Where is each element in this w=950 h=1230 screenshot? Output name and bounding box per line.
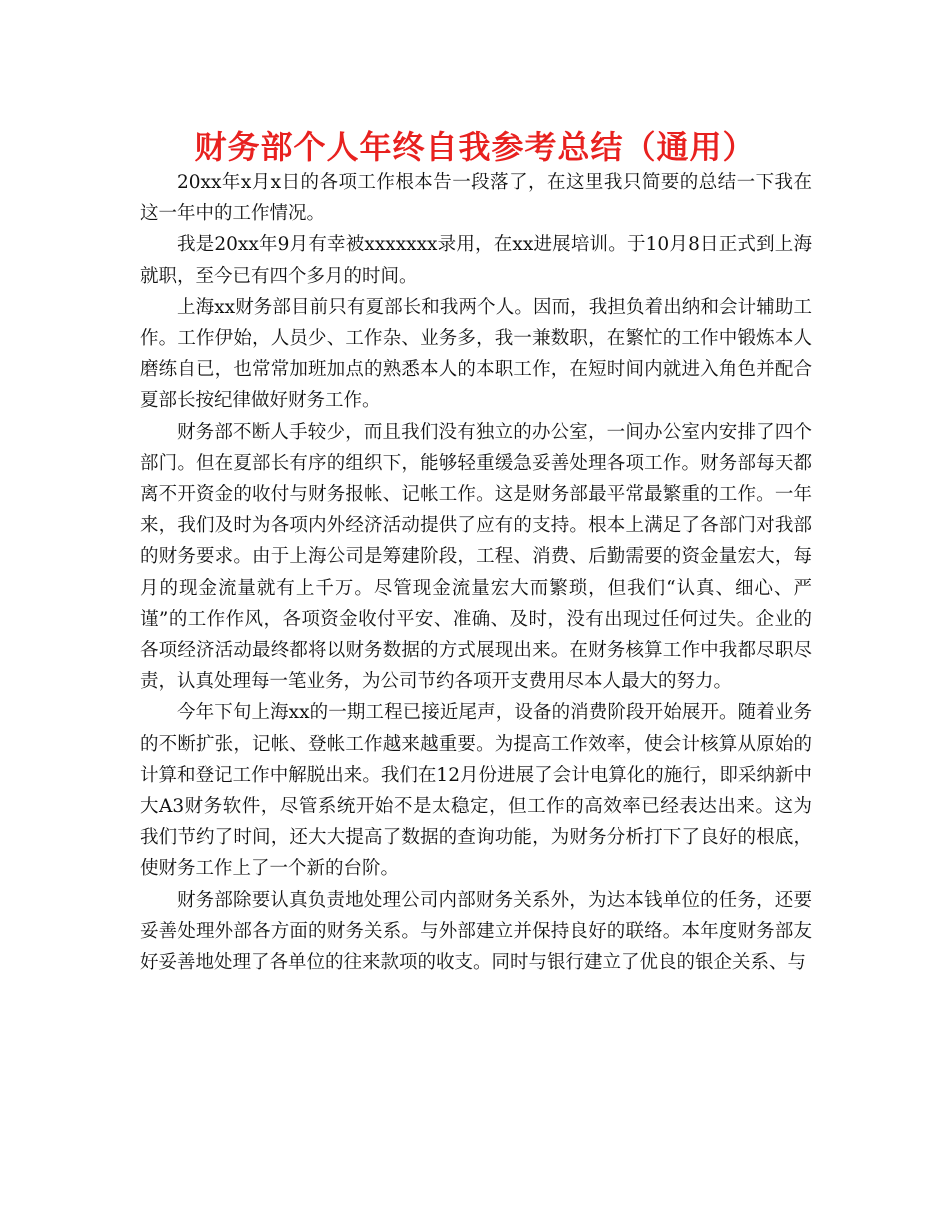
document-title: 财务部个人年终自我参考总结（通用） <box>194 128 756 166</box>
paragraph: 20xx年x月x日的各项工作根本告一段落了，在这里我只简要的总结一下我在这一年中的工作情况。 <box>140 172 812 225</box>
paragraph: 我是20xx年9月有幸被xxxxxxx录用，在xx进展培训。于10月8日正式到上海就职，至今已有四个多月的时间。 <box>140 234 812 287</box>
paragraph: 今年下旬上海xx的一期工程已接近尾声，设备的消费阶段开始展开。随着业务的不断扩张，记帐、登帐工作越来越重要。为提高工作效率，使会计核算从原始的计算和登记工作中解脱出来。我们在12月份进展了会计电算化的施行，即采纳新中大A3财务软件，尽管系统开始不是太稳定，但工作的高效率已经表达出来。这为我们节约了时间，还大大提高了数据的查询功能，为财务分析打下了良好的根底，使财务工作上了一个新的台阶。 <box>140 702 812 880</box>
paragraph: 财务部不断人手较少，而且我们没有独立的办公室，一间办公室内安排了四个部门。但在夏部长有序的组织下，能够轻重缓急妥善处理各项工作。财务部每天都离不开资金的收付与财务报帐、记帐工作。这是财务部最平常最繁重的工作。一年来，我们及时为各项内外经济活动提供了应有的支持。根本上满足了各部门对我部的财务要求。由于上海公司是筹建阶段，工程、消费、后勤需要的资金量宏大，每月的现金流量就有上千万。尽管现金流量宏大而繁琐，但我们“认真、细心、严谨”的工作作风，各项资金收付平安、准确、及时，没有出现过任何过失。企业的各项经济活动最终都将以财务数据的方式展现出来。在财务核算工作中我都尽职尽责，认真处理每一笔业务，为公司节约各项开支费用尽本人最大的努力。 <box>140 421 812 693</box>
document-body <box>140 167 812 978</box>
paragraph: 上海xx财务部目前只有夏部长和我两个人。因而，我担负着出纳和会计辅助工作。工作伊始，人员少、工作杂、业务多，我一兼数职，在繁忙的工作中锻炼本人磨练自已，也常常加班加点的熟悉本人的本职工作，在短时间内就进入角色并配合夏部长按纪律做好财务工作。 <box>140 296 812 412</box>
paragraph: 财务部除要认真负责地处理公司内部财务关系外，为达本钱单位的任务，还要妥善处理外部各方面的财务关系。与外部建立并保持良好的联络。本年度财务部友好妥善地处理了各单位的往来款项的收支。同时与银行建立了优良的银企关系、与 <box>140 889 812 974</box>
